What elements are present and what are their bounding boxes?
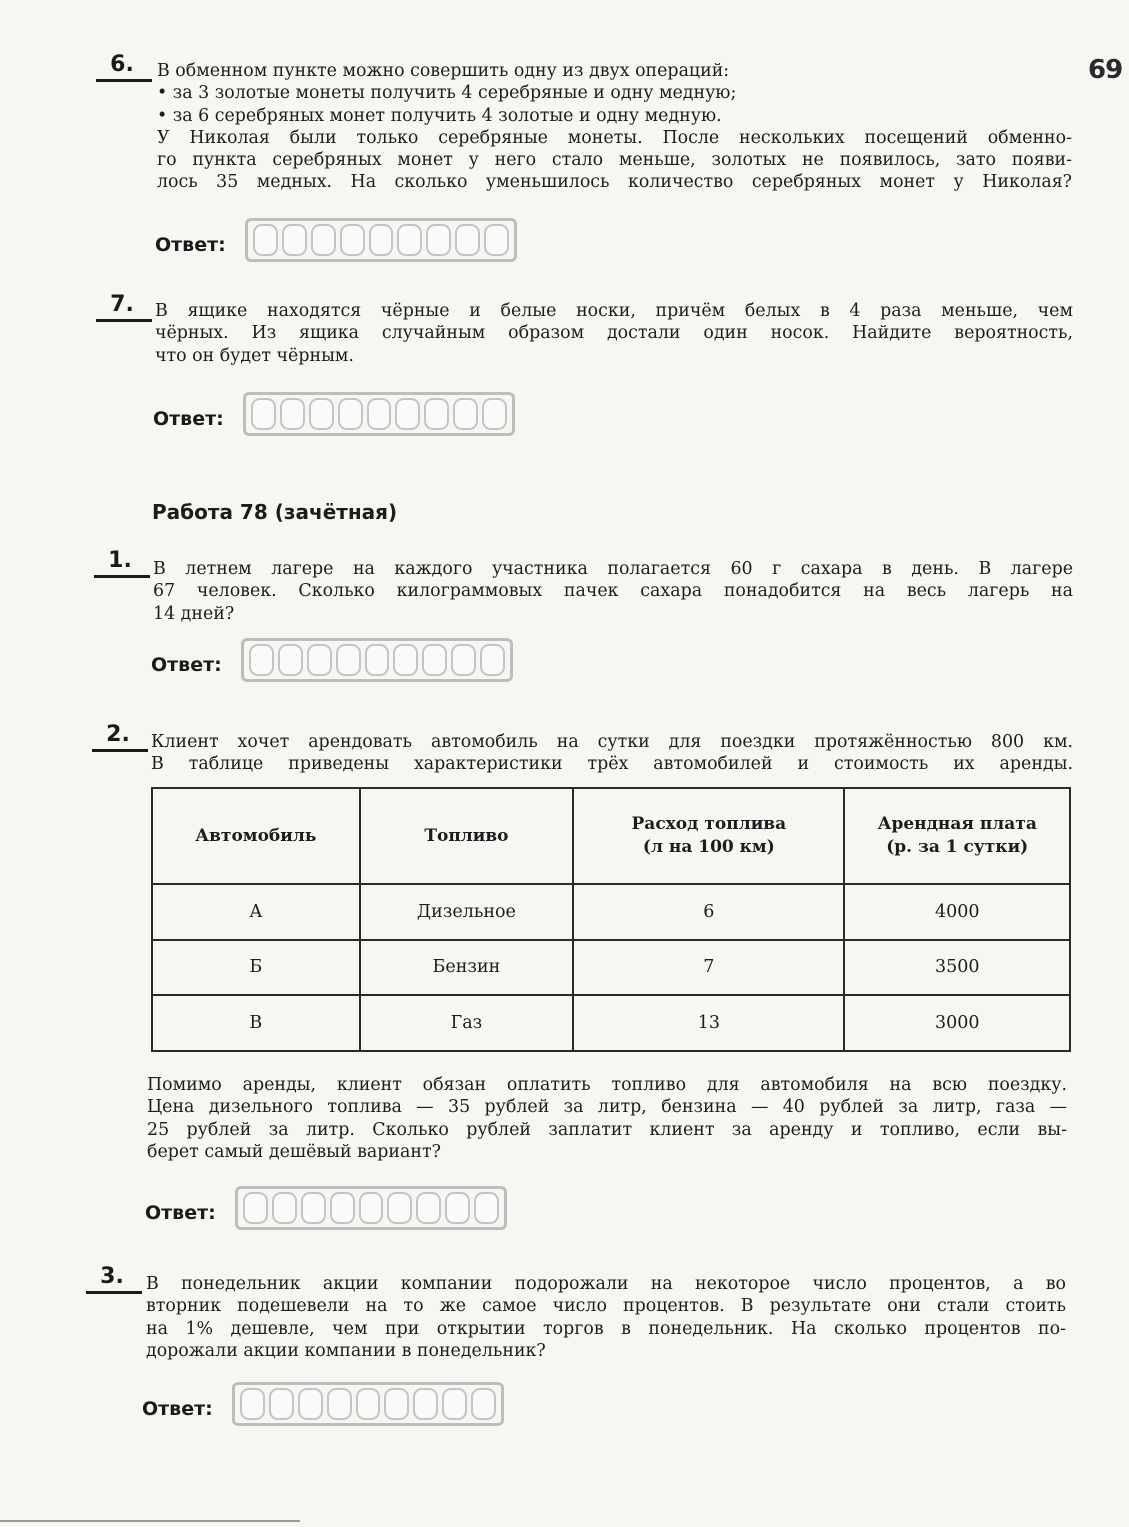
answer-label: Ответ: — [155, 234, 226, 256]
table-cell: 3500 — [844, 940, 1070, 996]
table-row — [152, 940, 1070, 996]
task-number: 2. — [96, 724, 140, 746]
text-line: 14 дней? — [153, 603, 235, 624]
answer-label: Ответ: — [145, 1202, 216, 1224]
page-edge-rule — [0, 1520, 300, 1522]
task-text — [151, 731, 1073, 776]
column-header: Топливо — [360, 788, 574, 884]
task-number: 7. — [100, 294, 144, 316]
text-line: В обменном пункте можно совершить одну из двух операций: — [157, 61, 730, 81]
answer-cells[interactable] — [245, 218, 517, 262]
answer-cells[interactable] — [235, 1186, 507, 1230]
answer-label: Ответ: — [153, 408, 224, 430]
text-line: Цена дизельного топлива — 35 рублей за литр, бензина — 40 рублей за литр, газа — — [147, 1097, 1067, 1118]
task-text — [146, 1273, 1066, 1362]
task-text-continued — [147, 1074, 1067, 1163]
task-text — [153, 558, 1073, 625]
answer-cells[interactable] — [243, 392, 515, 436]
table-cell: 13 — [573, 995, 844, 1051]
table-row — [152, 884, 1070, 940]
text-line: что он будет чёрным. — [155, 345, 354, 366]
table-cell: Бензин — [360, 940, 574, 996]
table-cell: 4000 — [844, 884, 1070, 940]
table-cell: 3000 — [844, 995, 1070, 1051]
table-cell: Дизельное — [360, 884, 574, 940]
answer-label: Ответ: — [151, 654, 222, 676]
task-number: 1. — [98, 550, 142, 572]
page-number: 69 — [1088, 55, 1123, 85]
answer-label: Ответ: — [142, 1398, 213, 1420]
text-line: чёрных. Из ящика случайным образом достали один носок. Найдите вероятность, — [155, 323, 1073, 344]
text-line: вторник подешевели на то же самое число процентов. В результате они стали стоить — [146, 1296, 1066, 1317]
rental-table — [151, 787, 1071, 1052]
text-line: берет самый дешёвый вариант? — [147, 1141, 441, 1162]
text-line: дорожали акции компании в понедельник? — [146, 1340, 546, 1361]
table-header-row — [152, 788, 1070, 884]
answer-cells[interactable] — [241, 638, 513, 682]
table-cell: 7 — [573, 940, 844, 996]
text-line: У Николая были только серебряные монеты. После нескольких посещений обменно- — [157, 127, 1072, 148]
table-cell: 6 — [573, 884, 844, 940]
column-header: Арендная плата (р. за 1 сутки) — [844, 788, 1070, 884]
text-line: В летнем лагере на каждого участника полагается 60 г сахара в день. В лагере — [153, 559, 1073, 579]
task-number: 6. — [100, 54, 144, 76]
text-line: 67 человек. Сколько килограммовых пачек сахара понадобится на весь лагерь на — [153, 581, 1073, 602]
text-line: лось 35 медных. На сколько уменьшилось количество серебряных монет у Николая? — [157, 172, 1072, 193]
column-header: Расход топлива (л на 100 км) — [573, 788, 844, 884]
text-line: • за 6 серебряных монет получить 4 золотые и одну медную. — [157, 105, 722, 126]
table-cell: Б — [152, 940, 360, 996]
text-line: Помимо аренды, клиент обязан оплатить топливо для автомобиля на всю поездку. — [147, 1075, 1067, 1095]
section-title: Работа 78 (зачётная) — [152, 500, 398, 524]
text-line: • за 3 золотые монеты получить 4 серебряные и одну медную; — [157, 83, 737, 104]
text-line: В таблице приведены характеристики трёх автомобилей и стоимость их аренды. — [151, 754, 1073, 775]
text-line: В ящике находятся чёрные и белые носки, причём белых в 4 раза меньше, чем — [155, 301, 1073, 321]
table-row — [152, 995, 1070, 1051]
task-number: 3. — [90, 1266, 134, 1288]
answer-cells[interactable] — [232, 1382, 504, 1426]
text-line: го пункта серебряных монет у него стало меньше, золотых не появилось, зато появи- — [157, 150, 1072, 171]
text-line: на 1% дешевле, чем при открытии торгов в понедельник. На сколько процентов по- — [146, 1318, 1066, 1339]
table-cell: В — [152, 995, 360, 1051]
task-text — [155, 300, 1073, 367]
text-line: Клиент хочет арендовать автомобиль на сутки для поездки протяжённостью 800 км. — [151, 732, 1073, 752]
column-header: Автомобиль — [152, 788, 360, 884]
task-text — [157, 60, 1072, 194]
text-line: 25 рублей за литр. Сколько рублей заплатит клиент за аренду и топливо, если вы- — [147, 1119, 1067, 1140]
table-cell: Газ — [360, 995, 574, 1051]
table-cell: А — [152, 884, 360, 940]
text-line: В понедельник акции компании подорожали на некоторое число процентов, а во — [146, 1274, 1066, 1294]
